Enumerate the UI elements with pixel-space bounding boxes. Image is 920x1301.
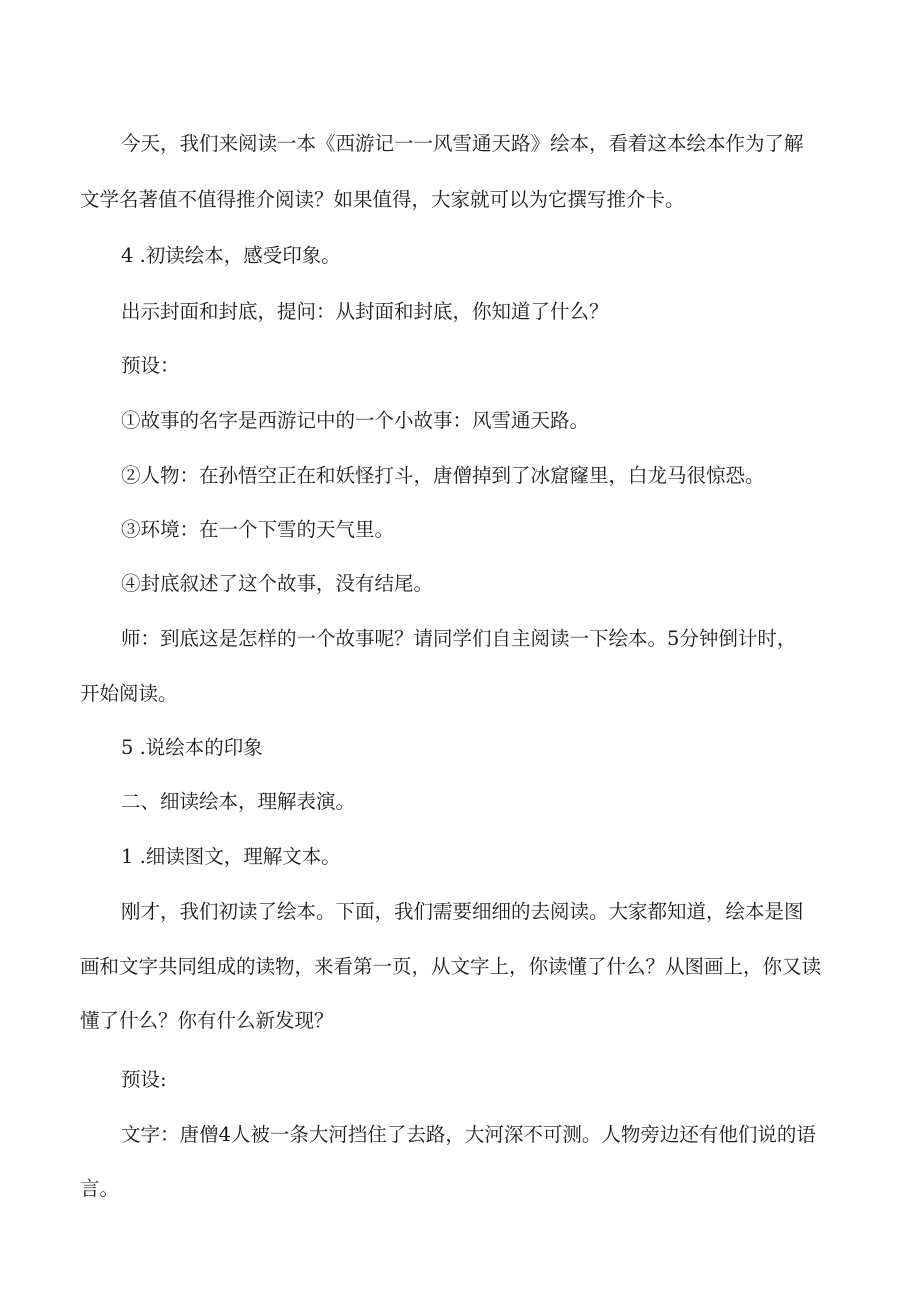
paragraph-detail-line-2: 画和文字共同组成的读物，来看第一页，从文字上，你读懂了什么？从图画上，你又读 [80,955,822,978]
paragraph-intro-line-2: 文学名著值不值得推介阅读？如果值得，大家就可以为它撰写推介卡。 [80,188,685,211]
preset-label-2: 预设: [121,1068,167,1091]
step-4-heading: 4 .初读绘本，感受印象。 [121,244,341,267]
preset-item-1: ①故事的名字是西游记中的一个小故事：风雪通天路。 [121,409,590,432]
show-cover-instruction: 出示封面和封底，提问：从封面和封底，你知道了什么？ [121,300,609,323]
step-5-heading: 5 .说绘本的印象 [121,736,263,759]
preset-item-3: ③环境：在一个下雪的天气里。 [121,518,395,541]
text-observation-line-1: 文字：唐僧4人被一条大河挡住了去路，大河深不可测。人物旁边还有他们说的语 [121,1123,816,1146]
paragraph-detail-line-1: 刚才，我们初读了绘本。下面，我们需要细细的去阅读。大家都知道，绘本是图 [121,900,804,923]
section-2-heading: 二、细读绘本，理解表演。 [121,790,356,813]
teacher-line-1: 师：到底这是怎样的一个故事呢？请同学们自主阅读一下绘本。5分钟倒计时， [121,627,797,650]
paragraph-intro-line-1: 今天，我们来阅读一本《西游记一一风雪通天路》绘本，看着这本绘本作为了解 [121,132,804,155]
preset-item-2: ②人物：在孙悟空正在和妖怪打斗，唐僧掉到了冰窟窿里，白龙马很惊恐。 [121,464,765,487]
teacher-line-2: 开始阅读。 [80,682,178,705]
paragraph-detail-line-3: 懂了什么？你有什么新发现？ [80,1009,334,1032]
step-1-heading: 1 .细读图文，理解文本。 [121,845,341,868]
preset-label-1: 预设： [121,354,180,377]
preset-item-4: ④封底叙述了这个故事，没有结尾。 [121,572,434,595]
text-observation-line-2: 言。 [80,1177,120,1200]
